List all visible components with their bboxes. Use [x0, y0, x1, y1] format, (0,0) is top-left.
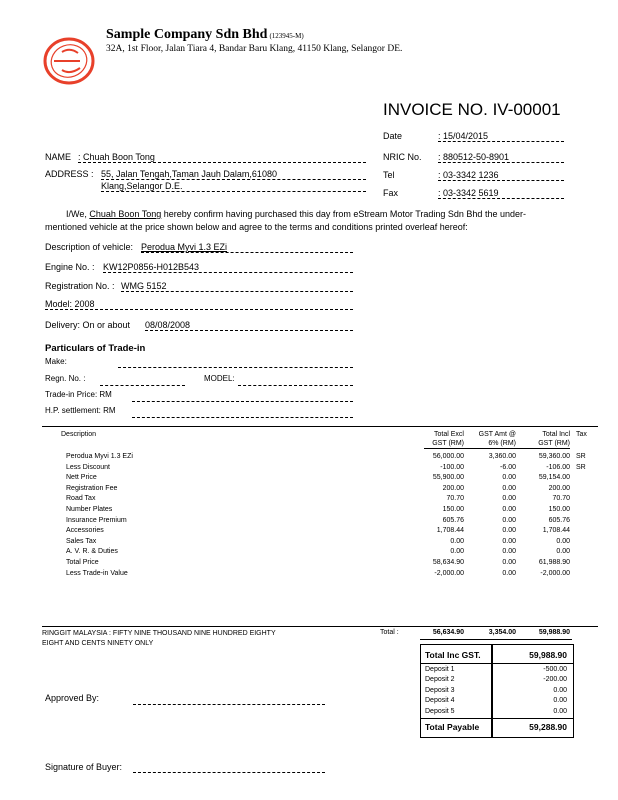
- item-description: Less Trade-in Value: [66, 569, 128, 577]
- approved-by-line: [133, 703, 325, 705]
- nric-value: : 880512-50-8901: [438, 152, 564, 163]
- item-description: Sales Tax: [66, 537, 97, 545]
- summary-rule-1: [421, 663, 573, 664]
- declaration-prefix: I/We,: [66, 209, 87, 219]
- fax-label: Fax: [383, 188, 399, 198]
- item-total-incl: -106.00: [546, 463, 570, 471]
- fax-value: : 03-3342 5619: [438, 188, 564, 199]
- company-address: 32A, 1st Floor, Jalan Tiara 4, Bandar Baru Klang, 41150 Klang, Selangor DE.: [106, 44, 403, 54]
- deposit-label: Deposit 1: [425, 666, 455, 673]
- item-gst: 0.00: [502, 495, 516, 503]
- item-tax-code: SR: [576, 453, 586, 460]
- item-total-incl: 0.00: [556, 537, 570, 545]
- item-total-incl: 59,154.00: [538, 474, 570, 482]
- item-gst: 0.00: [502, 569, 516, 577]
- table-row: [0, 516, 618, 526]
- item-total-excl: 1,708.44: [436, 527, 464, 535]
- trade-model-line: [238, 384, 353, 386]
- registration-label: Registration No. :: [45, 281, 115, 291]
- tel-label: Tel: [383, 170, 395, 180]
- col-excl-1: Total Excl: [434, 431, 464, 438]
- trade-in-price-label: Trade-in Price: RM: [45, 390, 112, 399]
- address-label: ADDRESS :: [45, 169, 94, 179]
- table-top-rule: [42, 426, 598, 427]
- item-total-incl: -2,000.00: [540, 569, 570, 577]
- deposit-row: [421, 696, 573, 706]
- table-row: [0, 547, 618, 557]
- totals-rule: [42, 626, 598, 627]
- table-row: [0, 463, 618, 473]
- item-description: Accessories: [66, 527, 104, 535]
- col-incl-2: GST (RM): [538, 440, 570, 447]
- item-gst: -6.00: [500, 463, 516, 471]
- item-total-incl: 605.76: [548, 516, 570, 524]
- summary-total-inc: Total Inc GST. 59,988.90: [425, 650, 567, 660]
- buyer-signature-label: Signature of Buyer:: [45, 762, 123, 772]
- delivery-label: Delivery: On or about: [45, 320, 131, 330]
- total-label: Total :: [380, 629, 399, 636]
- amount-words-line1: RINGGIT MALAYSIA : FIFTY NINE THOUSAND NINE HUNDRED EIGHTY: [42, 630, 276, 637]
- item-gst: 0.00: [502, 516, 516, 524]
- item-description: Total Price: [66, 559, 99, 566]
- declaration-buyer: Chuah Boon Tong: [89, 209, 162, 219]
- deposit-row: [421, 675, 573, 685]
- item-total-excl: 56,000.00: [432, 453, 464, 460]
- invoice-title: INVOICE NO. IV-00001: [383, 100, 561, 119]
- table-row: [0, 494, 618, 504]
- item-gst: 0.00: [502, 484, 516, 492]
- model-label: Model: 2008: [45, 299, 353, 310]
- item-total-excl: 55,900.00: [432, 474, 464, 482]
- deposit-value: -200.00: [543, 676, 567, 684]
- item-total-excl: 150.00: [442, 506, 464, 513]
- col-excl-2: GST (RM): [432, 440, 464, 447]
- deposit-label: Deposit 3: [425, 686, 455, 694]
- customer-name: : Chuah Boon Tong: [78, 152, 366, 163]
- item-description: Number Plates: [66, 506, 113, 513]
- item-total-incl: 70.70: [552, 495, 570, 503]
- engine-no: KW12P0856-H012B543: [103, 262, 353, 273]
- make-label: Make:: [45, 357, 67, 366]
- registration-no: WMG 5152: [121, 281, 353, 292]
- item-total-excl: 0.00: [450, 537, 464, 545]
- item-description: Registration Fee: [66, 484, 118, 492]
- item-gst: 0.00: [502, 559, 516, 566]
- tel-value: : 03-3342 1236: [438, 170, 564, 181]
- deposit-label: Deposit 5: [425, 707, 455, 715]
- item-total-incl: 0.00: [556, 548, 570, 556]
- item-total-excl: 58,634.90: [432, 559, 464, 566]
- trade-in-price-line: [132, 400, 353, 402]
- deposit-value: 0.00: [553, 707, 567, 715]
- declaration-line1: [66, 209, 526, 219]
- declaration-line2: mentioned vehicle at the price shown below and agree to the terms and conditions printed overleaf hereof:: [45, 222, 468, 232]
- company-reg-no: (123945-M): [269, 32, 304, 40]
- deposit-value: -500.00: [543, 666, 567, 673]
- item-description: Perodua Myvi 1.3 EZi: [66, 453, 133, 460]
- item-total-excl: 70.70: [446, 495, 464, 503]
- item-gst: 0.00: [502, 506, 516, 513]
- hp-settlement-label: H.P. settlement: RM: [45, 406, 116, 415]
- customer-address-line2: Klang,Selangor D.E.: [101, 181, 366, 192]
- deposit-value: 0.00: [553, 697, 567, 705]
- hp-settlement-line: [132, 416, 353, 418]
- declaration-text: hereby confirm having purchased this day from eStream Motor Trading Sdn Bhd the under-: [163, 209, 526, 219]
- table-row: [0, 558, 618, 568]
- total-underline: [420, 639, 572, 640]
- summary-rule-2: [421, 718, 573, 719]
- amount-words-line2: EIGHT AND CENTS NINETY ONLY: [42, 640, 154, 647]
- item-total-excl: 200.00: [442, 484, 464, 492]
- table-row: [0, 484, 618, 494]
- item-total-excl: -100.00: [440, 463, 464, 471]
- deposit-label: Deposit 2: [425, 676, 455, 684]
- item-total-excl: 605.76: [442, 516, 464, 524]
- deposit-row: [421, 665, 573, 675]
- trade-model-label: MODEL:: [204, 374, 235, 383]
- table-row: [0, 473, 618, 483]
- table-row: [0, 537, 618, 547]
- deposit-row: [421, 707, 573, 717]
- table-row: [0, 526, 618, 536]
- item-total-excl: 0.00: [450, 548, 464, 556]
- total-gst: 3,354.00: [488, 629, 516, 636]
- regn-line: [100, 384, 185, 386]
- header-underline: [424, 448, 570, 449]
- company-logo: [40, 33, 98, 87]
- table-row: [0, 452, 618, 462]
- item-gst: 3,360.00: [488, 453, 516, 460]
- col-gst-2: 6% (RM): [488, 440, 516, 447]
- approved-by-label: Approved By:: [45, 693, 100, 703]
- item-gst: 0.00: [502, 527, 516, 535]
- deposit-label: Deposit 4: [425, 697, 455, 705]
- table-row: [0, 569, 618, 579]
- amount-in-words: [42, 629, 276, 649]
- buyer-signature-line: [133, 771, 325, 773]
- item-total-incl: 200.00: [548, 484, 570, 492]
- make-line: [118, 366, 353, 368]
- item-total-incl: 61,988.90: [538, 559, 570, 566]
- item-total-excl: -2,000.00: [434, 569, 464, 577]
- customer-address-line1: 55, Jalan Tengah,Taman Jauh Dalam,61080: [101, 169, 366, 180]
- vehicle-desc: Perodua Myvi 1.3 EZi: [141, 242, 353, 253]
- date-label: Date: [383, 131, 403, 141]
- item-description: Insurance Premium: [66, 516, 127, 524]
- item-description: Road Tax: [66, 495, 96, 503]
- item-gst: 0.00: [502, 474, 516, 482]
- total-excl: 56,634.90: [432, 629, 464, 636]
- summary-total-payable: Total Payable 59,288.90: [425, 722, 567, 732]
- regn-label: Regn. No. :: [45, 374, 86, 383]
- item-description: Nett Price: [66, 474, 97, 482]
- name-label: NAME: [45, 152, 72, 162]
- item-description: A. V. R. & Duties: [66, 548, 118, 556]
- item-total-incl: 59,360.00: [538, 453, 570, 460]
- vehicle-desc-label: Description of vehicle:: [45, 242, 134, 252]
- deposit-value: 0.00: [553, 686, 567, 694]
- engine-label: Engine No. :: [45, 262, 95, 272]
- col-gst-1: GST Amt @: [478, 431, 516, 438]
- col-tax: Tax: [576, 431, 587, 438]
- delivery-date: 08/08/2008: [145, 320, 353, 331]
- item-total-incl: 150.00: [548, 506, 570, 513]
- summary-box: [420, 644, 574, 738]
- nric-label: NRIC No.: [383, 152, 422, 162]
- item-tax-code: SR: [576, 463, 586, 471]
- item-description: Less Discount: [66, 463, 110, 471]
- col-incl-1: Total Incl: [542, 431, 570, 438]
- item-total-incl: 1,708.44: [542, 527, 570, 535]
- col-description: Description: [61, 431, 97, 438]
- invoice-date: : 15/04/2015: [438, 131, 564, 142]
- deposit-row: [421, 686, 573, 696]
- item-gst: 0.00: [502, 548, 516, 556]
- table-row: [0, 505, 618, 515]
- company-name: Sample Company Sdn Bhd (123945-M): [106, 27, 304, 42]
- trade-in-heading: Particulars of Trade-in: [45, 343, 146, 354]
- item-gst: 0.00: [502, 537, 516, 545]
- total-incl: 59,988.90: [538, 629, 570, 636]
